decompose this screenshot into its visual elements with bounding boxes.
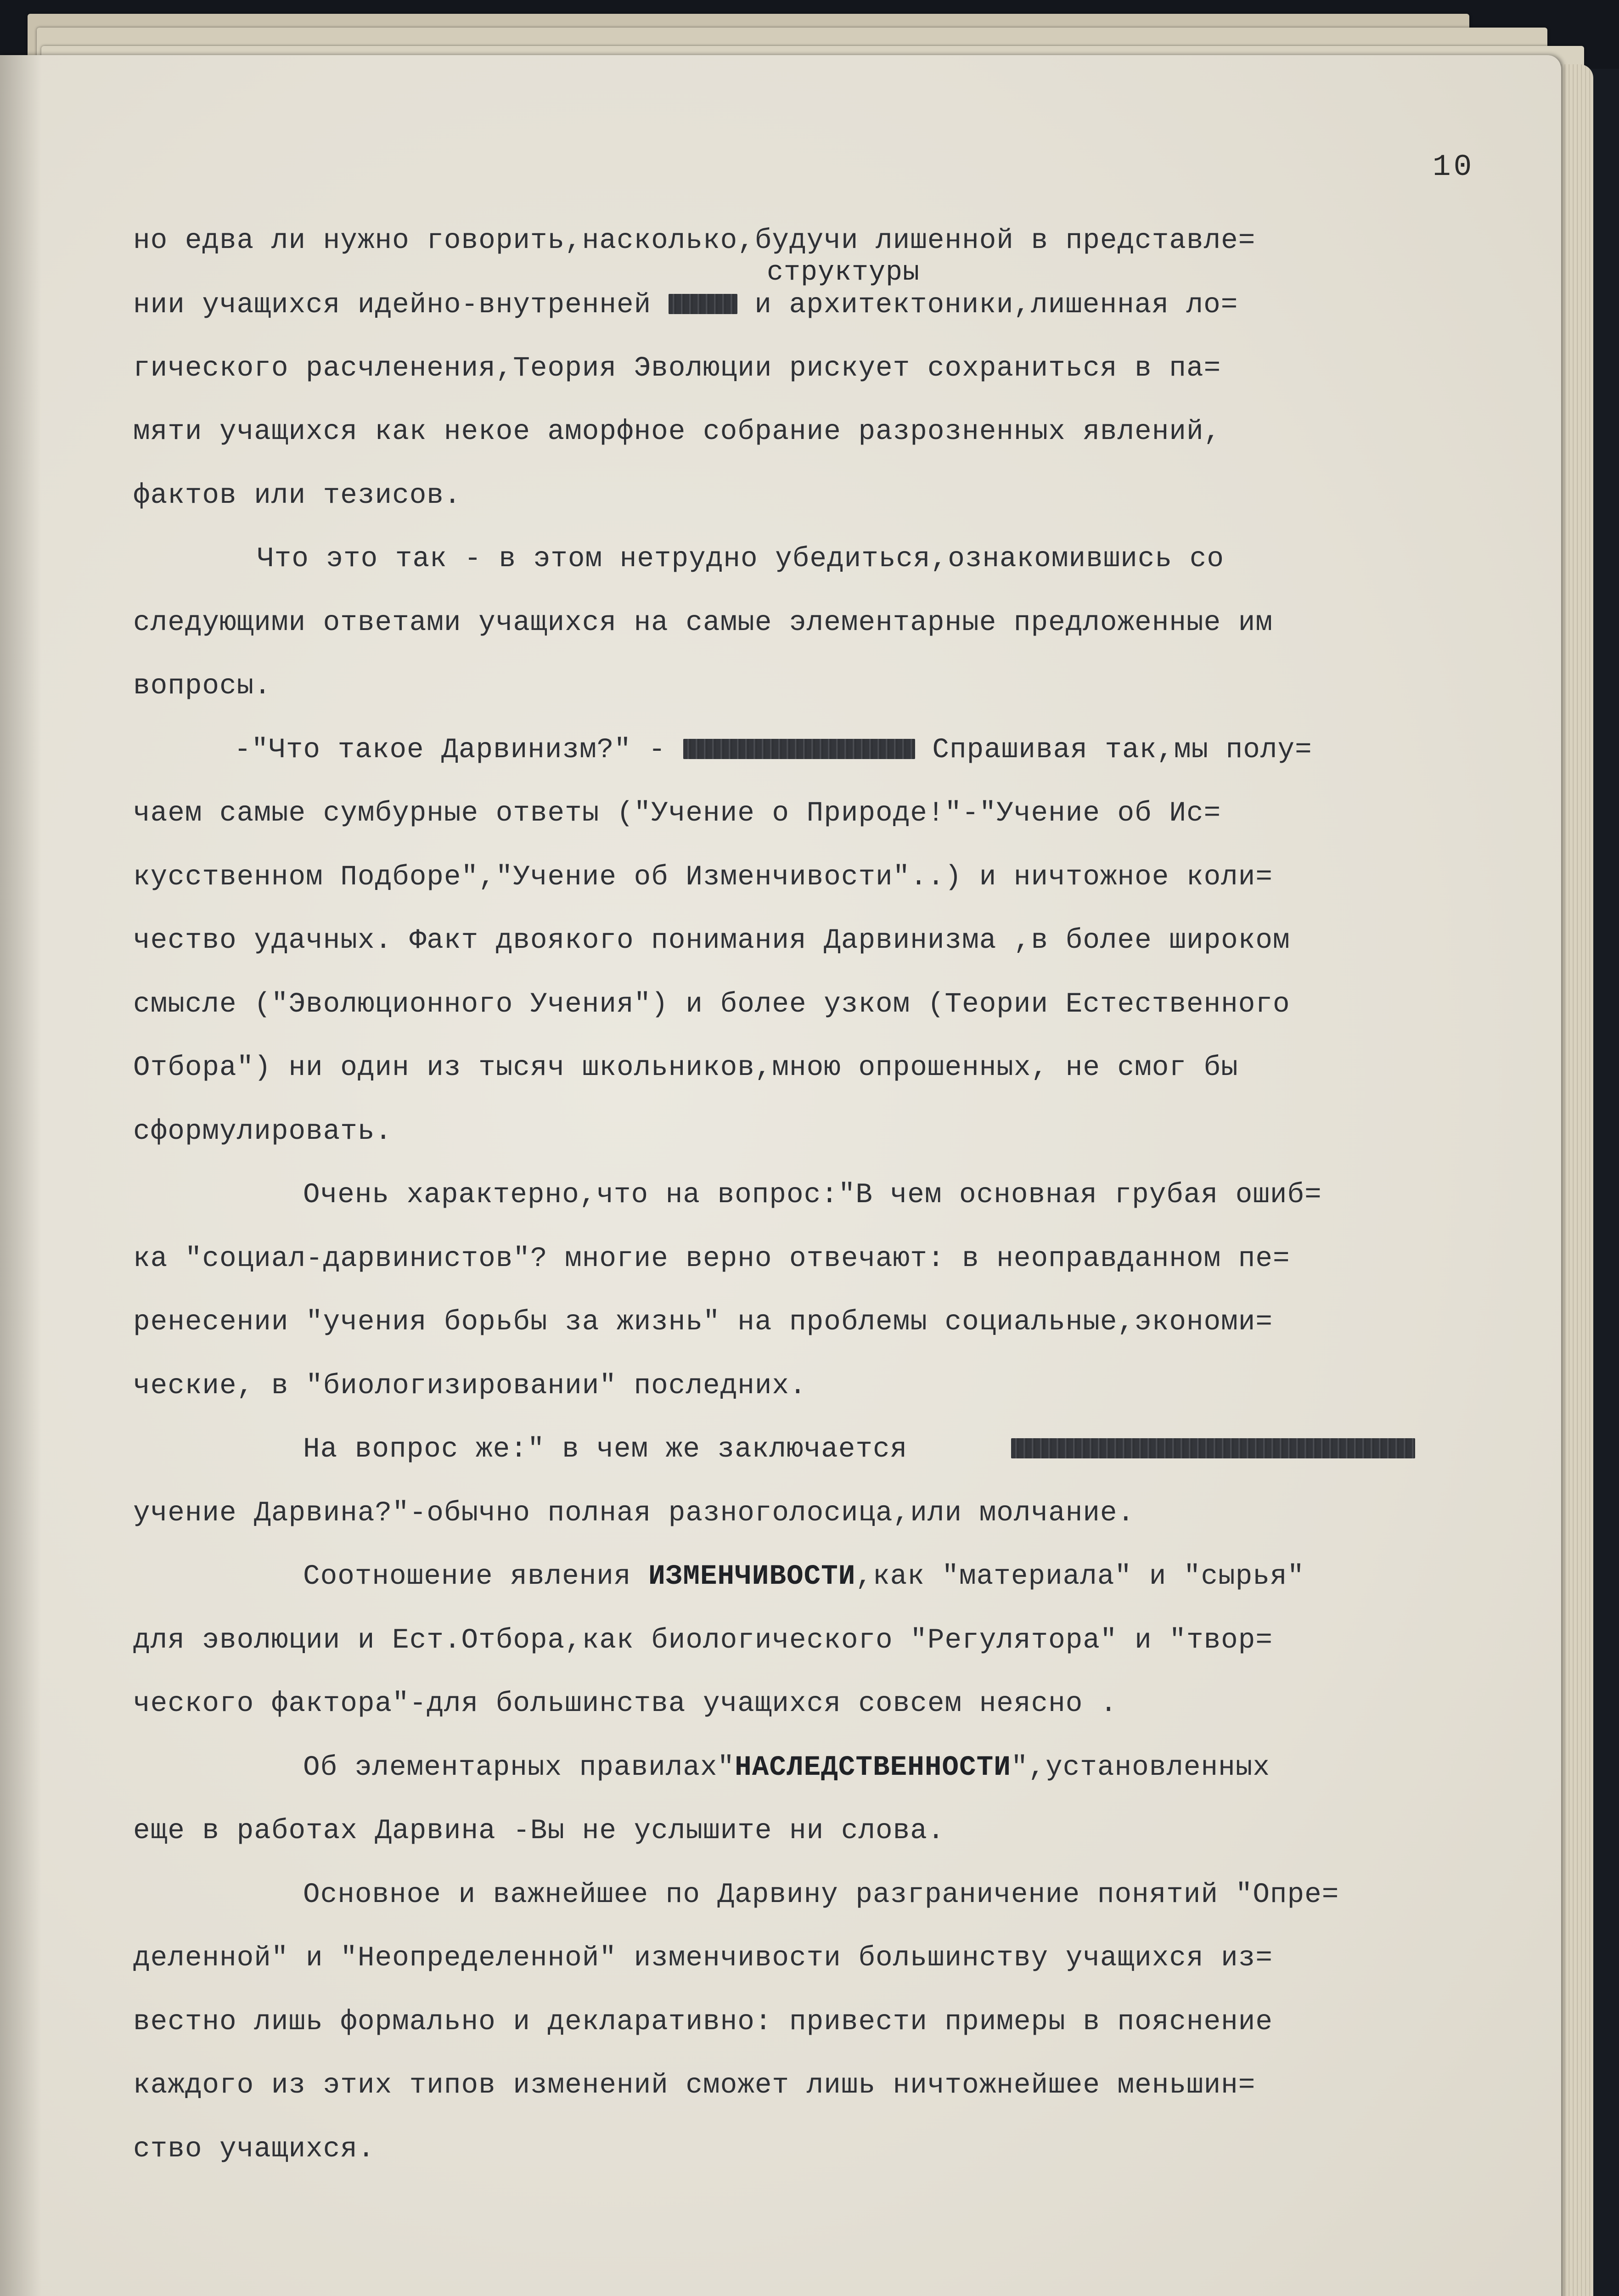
struck-out-text — [683, 739, 915, 759]
text-line: сформулировать. — [133, 1116, 393, 1148]
text-line: еще в работах Дарвина -Вы не услышите ни слова. — [133, 1815, 945, 1847]
text-line: учение Дарвина?"-обычно полная разноголосица,или молчание. — [133, 1497, 1135, 1529]
text-line: Что это так - в этом нетрудно убедиться,ознакомившись со — [257, 543, 1224, 575]
text-segment: ,как "материала" и "сырья" — [855, 1561, 1305, 1593]
text-line — [234, 734, 1312, 766]
text-segment: нии учащихся идейно-внутренней — [133, 289, 652, 321]
text-segment: Об элементарных правилах" — [303, 1752, 735, 1784]
text-line: ренесении "учения борьбы за жизнь" на проблемы социальные,экономи= — [133, 1306, 1273, 1338]
struck-out-text — [669, 294, 737, 314]
text-line: вестно лишь формально и декларативно: привести примеры в пояснение — [133, 2006, 1273, 2038]
text-line — [303, 1434, 1415, 1465]
binding-fold-shadow — [0, 55, 41, 2296]
text-line: следующими ответами учащихся на самые элементарные предложенные им — [133, 607, 1273, 639]
emphasized-term: НАСЛЕДСТВЕННОСТИ — [735, 1752, 1011, 1784]
typescript-page — [0, 55, 1561, 2296]
text-line: гического расчленения,Теория Эволюции рискует сохраниться в па= — [133, 353, 1221, 384]
text-line — [133, 289, 1238, 321]
text-line — [303, 1561, 1304, 1593]
text-line: Отбора") ни один из тысяч школьников,мною опрошенных, не смог бы — [133, 1052, 1238, 1084]
emphasized-term: ИЗМЕНЧИВОСТИ — [648, 1561, 856, 1593]
text-line: ка "социал-дарвинистов"? многие верно отвечают: в неоправданном пе= — [133, 1243, 1290, 1275]
text-line: деленной" и "Неопределенной" изменчивости большинству учащихся из= — [133, 1942, 1273, 1974]
text-line — [303, 1752, 1270, 1784]
text-segment: и архитектоники,лишенная ло= — [754, 289, 1238, 321]
text-line: Основное и важнейшее по Дарвину разграничение понятий "Опре= — [303, 1879, 1339, 1911]
text-line: чество удачных. Факт двоякого понимания Дарвинизма ,в более широком — [133, 925, 1290, 957]
text-line: кусственном Подборе","Учение об Изменчивости"..) и ничтожное коли= — [133, 861, 1273, 893]
text-line: смысле ("Эволюционного Учения") и более узком (Теории Естественного — [133, 989, 1290, 1020]
text-segment: Спрашивая так,мы полу= — [932, 734, 1312, 766]
struck-out-text — [1011, 1438, 1415, 1458]
page-number: 10 — [1433, 150, 1475, 184]
text-segment: Соотношение явления — [303, 1561, 649, 1593]
text-line: мяти учащихся как некое аморфное собрание разрозненных явлений, — [133, 416, 1221, 448]
text-segment: -"Что такое Дарвинизм?" - — [234, 734, 666, 766]
text-line: для эволюции и Ест.Отбора,как биологического "Регулятора" и "твор= — [133, 1625, 1273, 1656]
text-line: ческие, в "биологизировании" последних. — [133, 1370, 807, 1402]
text-line: каждого из этих типов изменений сможет лишь ничтожнейшее меньшин= — [133, 2070, 1256, 2101]
text-line: вопросы. — [133, 670, 271, 702]
interlinear-insertion: структуры — [767, 257, 920, 288]
text-line: ческого фактора"-для большинства учащихся совсем неясно . — [133, 1688, 1118, 1720]
text-line: чаем самые сумбурные ответы ("Учение о Природе!"-"Учение об Ис= — [133, 798, 1221, 829]
text-line: ство учащихся. — [133, 2133, 375, 2165]
text-segment: ",установленных — [1011, 1752, 1270, 1784]
typed-text-body — [133, 55, 1524, 2165]
text-line: фактов или тезисов. — [133, 480, 461, 512]
text-segment: На вопрос же:" в чем же заключается — [303, 1434, 908, 1465]
text-line: Очень характерно,что на вопрос:"В чем основная грубая ошиб= — [303, 1179, 1322, 1211]
text-line: но едва ли нужно говорить,насколько,будучи лишенной в представле= — [133, 225, 1256, 257]
